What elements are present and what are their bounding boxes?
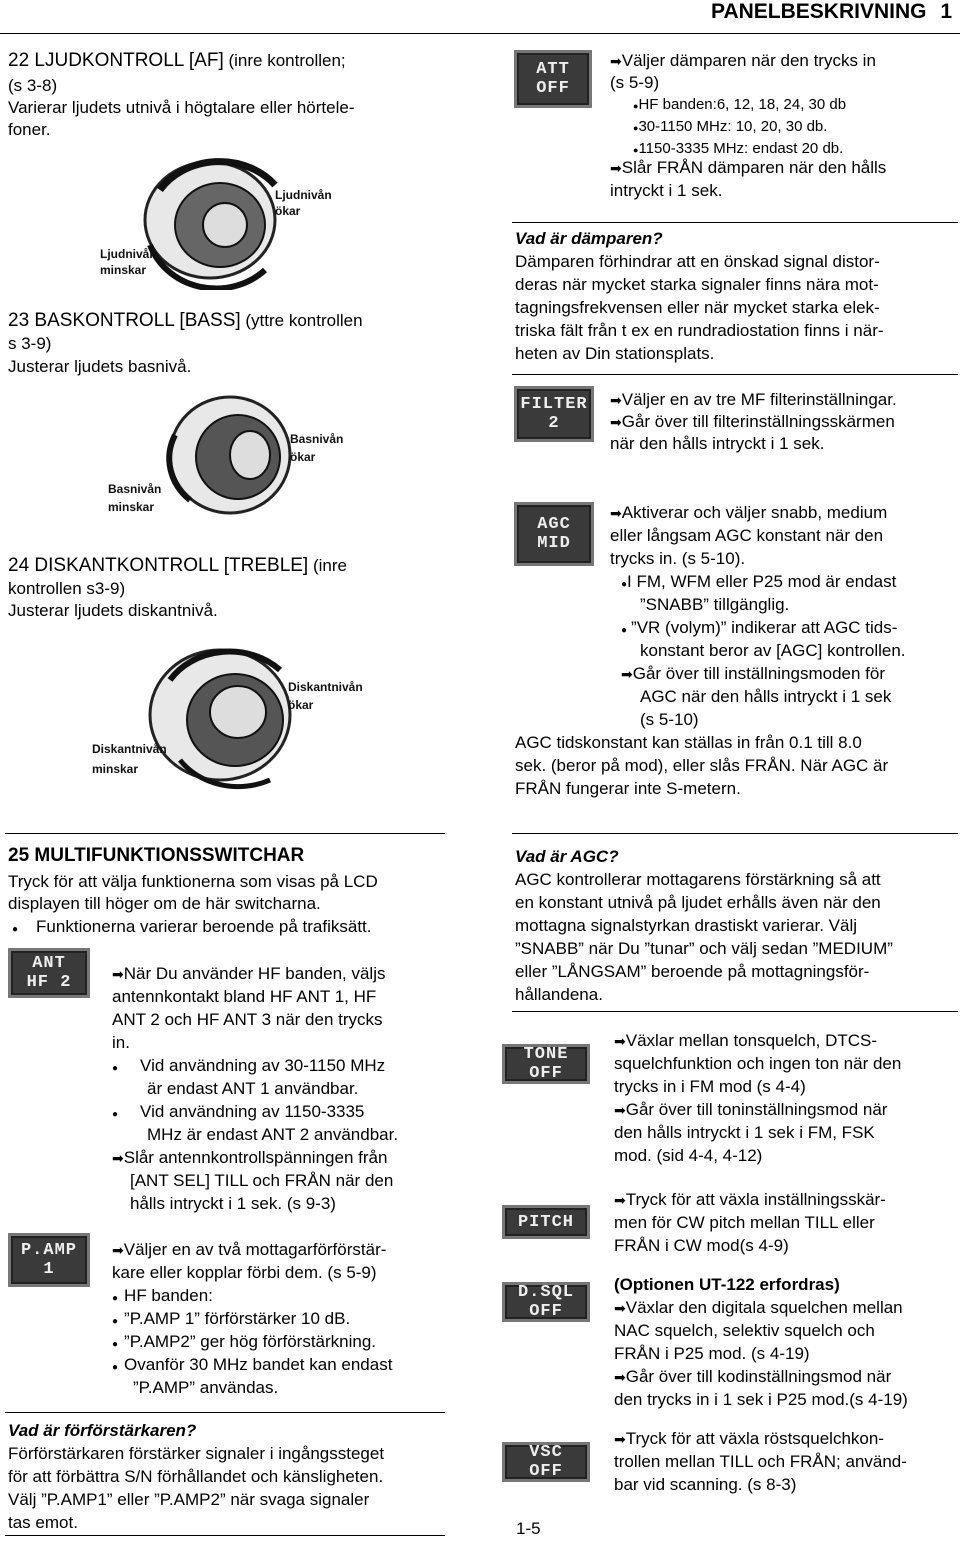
arrow-icon: ➡ [112,1242,124,1258]
attenuator-box-rule-bottom [512,374,958,375]
att-switch-button[interactable] [514,50,592,108]
filter-switch-button[interactable] [514,386,594,442]
pamp-bullet3: ● ”P.AMP2” ger hög förförstärkning. [112,1332,377,1351]
header-title: PANELBESKRIVNING [711,0,927,23]
arrow-icon: ➡ [610,53,622,69]
arrow-icon: ➡ [112,1150,124,1166]
bass-up-caption-2: ökar [290,450,316,464]
agc-line8: sek. (beror på mod), eller slås FRÅN. När AGC är [515,756,889,775]
dsql-switch-button[interactable] [502,1282,590,1322]
section-25-top-rule [5,833,445,834]
agc-line1: ➡Aktiverar och väljer snabb, medium [610,503,888,522]
agc-line3: trycks in. (s 5-10). [610,549,746,568]
ant-line1: ➡När Du använder HF banden, väljs [112,964,386,983]
agc-line5: AGC när den hålls intryckt i 1 sek [640,687,892,706]
section-22-title: 22 LJUDKONTROLL [AF] [8,50,224,71]
arrow-icon: ➡ [614,1431,626,1447]
agc-q-line5: eller ”LÅNGSAM” beroende på mottagningsför- [515,962,870,981]
section-25-bullet [8,916,372,942]
agc-line2: eller långsam AGC konstant när den [610,526,884,545]
pamp-bullet2: ● ”P.AMP 1” förförstärker 10 dB. [112,1309,351,1328]
section-23-note: (yttre kontrollen [240,311,363,330]
attenuator-box-rule-top [512,222,958,223]
filter-line2: ➡Går över till filterinställningsskärmen [610,412,895,431]
pitch-switch-button[interactable] [502,1205,590,1239]
agc-switch-button[interactable] [514,502,594,566]
dsql-option-note: (Optionen UT-122 erfordras) [614,1275,840,1294]
bullet-icon: ● [112,1339,119,1350]
treble-down-caption-1: Diskantnivån [92,742,167,756]
ant-switch-label-1: ANT [32,954,66,973]
agc-bullet2-cont: konstant beror av [AGC] kontrollen. [640,641,906,660]
pitch-line3: FRÅN i CW mod(s 4-9) [614,1236,789,1255]
bullet-icon: ● [621,625,628,636]
treble-up-caption-2: ökar [288,698,314,712]
agc-bullet2: ● ”VR (volym)” indikerar att AGC tids- [621,618,898,637]
att-switch-label-2: OFF [536,79,570,98]
arrow-icon: ➡ [112,966,124,982]
bullet-icon: ● [112,1362,119,1373]
section-25-bullet-text: Funktionerna varierar beroende på trafiksätt. [36,917,372,936]
section-24-title-line [8,555,347,578]
section-23-title: 23 BASKONTROLL [BASS] [8,310,241,331]
bass-down-caption-1: Basnivån [108,482,162,496]
attenuator-question-title: Vad är dämparen? [515,229,663,248]
tone-switch-label-2: OFF [529,1064,563,1083]
preamp-line1: Förförstärkaren förstärker signaler i ingångssteget [8,1444,385,1463]
preamp-line3: Välj ”P.AMP1” eller ”P.AMP2” när svaga signaler [8,1490,370,1509]
af-down-caption-2: minskar [100,263,147,277]
vsc-line2: trollen mellan TILL och FRÅN; använd- [614,1452,907,1471]
header-chapter: 1 [940,0,952,23]
vsc-switch-label-2: OFF [529,1462,563,1481]
preamp-box-rule-top [5,1412,445,1413]
af-up-caption-2: ökar [275,204,301,218]
tone-line5: den hålls intryckt i 1 sek i FM, FSK [614,1123,875,1142]
section-24-title: 24 DISKANTKONTROLL [TREBLE] [8,555,309,576]
agc-line7: AGC tidskonstant kan ställas in från 0.1 till 8.0 [515,733,862,752]
pamp-bullet1: ● HF banden: [112,1286,213,1305]
tone-line4: ➡Går över till toninställningsmod när [614,1100,888,1119]
page-number: 1-5 [516,1519,541,1538]
pamp-line2: kare eller kopplar förbi dem. (s 5-9) [112,1263,377,1282]
preamp-question-title: Vad är förförstärkaren? [8,1421,197,1440]
section-23-title-line [8,310,363,333]
dsql-switch-label-1: D.SQL [517,1283,574,1302]
filter-line1: ➡Väljer en av tre MF filterinställningar. [610,390,897,409]
agc-q-line3: mottagna signalstyrkan drastiskt varierar. Välj [515,916,858,935]
arrow-icon: ➡ [610,414,622,430]
att-line2: (s 5-9) [610,73,660,92]
att-line3: ➡Slår FRÅN dämparen när den hålls [610,158,887,177]
att-line4: intryckt i 1 sek. [610,181,723,200]
agc-question-title: Vad är AGC? [515,847,619,866]
agc-line4: ➡Går över till inställningsmoden för [621,664,886,683]
af-up-caption-1: Ljudnivån [275,188,332,202]
section-24-line2: kontrollen s3-9) [8,579,126,598]
treble-down-caption-2: minskar [92,762,139,776]
bullet-icon: ● [633,145,639,155]
header-rule [0,33,960,34]
ant-bullet2-cont: MHz är endast ANT 2 användbar. [147,1125,399,1144]
ant-bullet1-cont: är endast ANT 1 användbar. [147,1079,359,1098]
dsql-line5: den trycks in i 1 sek i P25 mod.(s 4-19) [614,1390,908,1409]
agc-line6: (s 5-10) [640,710,699,729]
agc-switch-label-1: AGC [537,515,571,534]
agc-bullet1-cont: ”SNABB” tillgänglig. [640,595,790,614]
tone-switch-button[interactable] [502,1044,590,1084]
pamp-switch-label-1: P.AMP [20,1241,77,1260]
vsc-line3: bar vid scanning. (s 8-3) [614,1475,797,1494]
arrow-icon: ➡ [610,392,622,408]
bass-down-caption-2: minskar [108,500,155,514]
ant-line4: in. [112,1033,130,1052]
att-switch-label-1: ATT [536,60,570,79]
pamp-bullet4: ● Ovanför 30 MHz bandet kan endast [112,1355,393,1374]
dsql-line4: ➡Går över till kodinställningsmod när [614,1367,892,1386]
bullet-icon: ● [112,1293,119,1304]
treble-knob-illustration [120,640,320,790]
ant-switch-label-2: HF 2 [26,973,72,992]
section-22-line4: foner. [8,120,51,139]
page-header [711,0,952,24]
dsql-switch-label-2: OFF [529,1302,563,1321]
pamp-line1: ➡Väljer en av två mottagarförförstär- [112,1240,387,1259]
preamp-line2: för att förbättra S/N förhållandet och känsligheten. [8,1467,384,1486]
dsql-line2: NAC squelch, selektiv squelch och [614,1321,875,1340]
bullet-icon: ● [12,924,19,935]
vsc-line1: ➡Tryck för att växla röstsquelchkon- [614,1429,884,1448]
agc-q-line1: AGC kontrollerar mottagarens förstärkning så att [515,870,881,889]
dsql-line1: ➡Växlar den digitala squelchen mellan [614,1298,903,1317]
arrow-icon: ➡ [614,1102,626,1118]
attenuator-line2: deras när mycket starka signaler finns nära mot- [515,275,879,294]
bass-up-caption-1: Basnivån [290,432,344,446]
agc-switch-label-2: MID [537,534,571,553]
tone-line6: mod. (sid 4-4, 4-12) [614,1146,763,1165]
bullet-icon: ● [633,123,639,133]
ant-switch-button[interactable] [8,948,90,998]
tone-line3: trycks in i FM mod (s 4-4) [614,1077,806,1096]
section-25-title: 25 MULTIFUNKTIONSSWITCHAR [8,845,305,866]
pitch-line1: ➡Tryck för att växla inställningsskär- [614,1190,886,1209]
ant-line5: ➡Slår antennkontrollspänningen från [112,1148,388,1167]
att-bullet1: ●HF banden:6, 12, 18, 24, 30 db [633,96,847,113]
pitch-switch-label: PITCH [517,1212,574,1232]
attenuator-line1: Dämparen förhindrar att en önskad signal distor- [515,252,880,271]
tone-line2: squelchfunktion och ingen ton när den [614,1054,902,1073]
bullet-icon: ● [112,1063,119,1074]
arrow-icon: ➡ [621,666,633,682]
section-25-line2: displayen till höger om de här switcharna. [8,894,321,913]
ant-line7: hålls intryckt i 1 sek. (s 9-3) [130,1194,336,1213]
agc-box-rule-bottom [512,1011,958,1012]
preamp-box-rule-bottom [5,1535,445,1536]
section-24-note: (inre [308,556,347,575]
arrow-icon: ➡ [610,505,622,521]
ant-bullet1: ● Vid användning av 30-1150 MHz [112,1056,386,1075]
filter-switch-label-2: 2 [548,414,560,433]
ant-line3: ANT 2 och HF ANT 3 när den trycks [112,1010,383,1029]
af-down-caption-1: Ljudnivån [100,247,157,261]
tone-switch-label-1: TONE [523,1045,569,1064]
arrow-icon: ➡ [614,1300,626,1316]
section-22-note: (inre kontrollen; [223,51,346,70]
agc-line9: FRÅN fungerar inte S-metern. [515,779,741,798]
arrow-icon: ➡ [614,1192,626,1208]
pamp-switch-label-2: 1 [43,1260,55,1279]
ant-line2: antennkontakt bland HF ANT 1, HF [112,987,377,1006]
section-23-line3: Justerar ljudets basnivå. [8,357,192,376]
section-22-title-line [8,50,346,73]
agc-q-line6: hållandena. [515,985,603,1004]
agc-bullet1: ●I FM, WFM eller P25 mod är endast [621,572,897,591]
agc-q-line4: ”SNABB” när Du ”tunar” och välj sedan ”MEDIUM” [515,939,893,958]
arrow-icon: ➡ [610,160,622,176]
section-25-line1: Tryck för att välja funktionerna som visas på LCD [8,872,378,891]
bullet-icon: ● [633,101,639,111]
bullet-icon: ● [112,1109,119,1120]
section-23-line2: s 3-9) [8,334,52,353]
attenuator-line3: tagningsfrekvensen eller när mycket starka elek- [515,298,880,317]
ant-bullet2: ● Vid användning av 1150-3335 [112,1102,365,1121]
attenuator-line5: heten av Din stationsplats. [515,344,715,363]
vsc-switch-button[interactable] [502,1442,590,1482]
pamp-bullet4-cont: ”P.AMP” användas. [133,1378,279,1397]
treble-up-caption-1: Diskantnivån [288,680,363,694]
filter-line3: när den hålls intryckt i 1 sek. [610,434,825,453]
att-bullet3: ●1150-3335 MHz: endast 20 db. [633,140,844,157]
bullet-icon: ● [112,1316,119,1327]
ant-line6: [ANT SEL] TILL och FRÅN när den [130,1171,394,1190]
attenuator-line4: triska fält från t ex en rundradiostation finns i när- [515,321,884,340]
preamp-line4: tas emot. [8,1513,78,1532]
att-line1: ➡Väljer dämparen när den trycks in [610,51,876,70]
agc-q-line2: en konstant utnivå på ljudet erhålls även när den [515,893,881,912]
pamp-switch-button[interactable] [8,1233,90,1287]
bullet-icon: ● [621,579,628,590]
section-24-line3: Justerar ljudets diskantnivå. [8,601,218,620]
section-22-line3: Varierar ljudets utnivå i högtalare eller hörtele- [8,98,355,117]
arrow-icon: ➡ [614,1369,626,1385]
arrow-icon: ➡ [614,1033,626,1049]
section-22-line2: (s 3-8) [8,76,58,95]
agc-box-rule-top [512,833,958,834]
vsc-switch-label-1: VSC [529,1443,563,1462]
pitch-line2: men för CW pitch mellan TILL eller [614,1213,875,1232]
tone-line1: ➡Växlar mellan tonsquelch, DTCS- [614,1031,878,1050]
att-bullet2: ●30-1150 MHz: 10, 20, 30 db. [633,118,828,135]
filter-switch-label-1: FILTER [520,395,588,414]
dsql-line3: FRÅN i P25 mod. (s 4-19) [614,1344,810,1363]
